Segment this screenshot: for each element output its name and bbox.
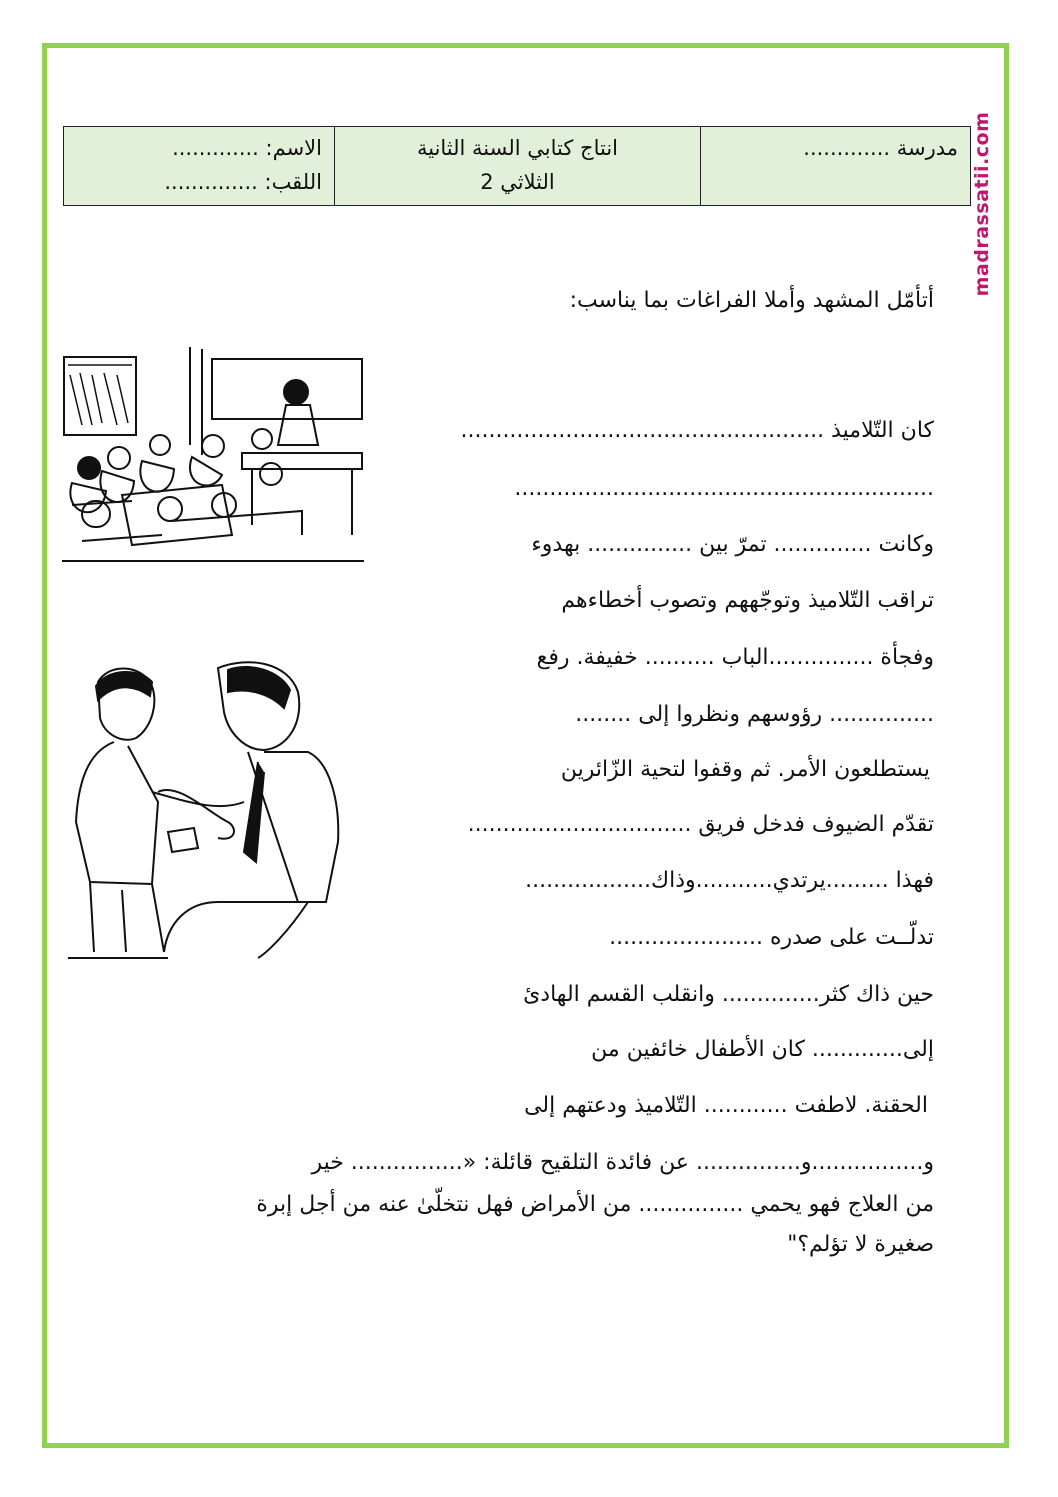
text-line: ............... رؤوسهم ونظروا إلى ........ xyxy=(575,702,934,727)
title-cell xyxy=(335,127,701,206)
school-cell xyxy=(701,127,971,206)
text-line: صغيرة لا تؤلم؟" xyxy=(787,1232,934,1257)
title-line-2: الثلاثي 2 xyxy=(480,170,555,194)
title-line-1: انتاج كتابي السنة الثانية xyxy=(416,136,619,160)
name-field: الاسم: ............. xyxy=(172,136,322,160)
text-line: و................و............... عن فائدة التلقيح قائلة: «................ خير xyxy=(311,1150,934,1175)
text-line: فهذا .........يرتدي...........وذاك.................. xyxy=(525,868,934,893)
watermark xyxy=(970,96,994,312)
text-line: يستطلعون الأمر. ثم وقفوا لتحية الزّائرين xyxy=(560,757,930,782)
text-line: من العلاج فهو يحمي ............... من الأمراض فهل نتخلّىٰ عنه من أجل إبرة xyxy=(256,1192,934,1217)
school-field: مدرسة ............. xyxy=(803,136,958,160)
text-line: كان التّلاميذ .................................................... xyxy=(460,418,934,443)
text-line: الحقنة. لاطفت ............ التّلاميذ ودعتهم إلى xyxy=(524,1093,928,1118)
instruction: أتأمّل المشهد وأملا الفراغات بما يناسب: xyxy=(569,288,934,313)
surname-field: اللقب: .............. xyxy=(164,170,322,194)
text-line: تقدّم الضيوف فدخل فريق ................................ xyxy=(467,812,934,837)
text-line: وكانت .............. تمرّ بين ............... بهدوء xyxy=(531,532,934,557)
text-line: حين ذاك كثر.............. وانقلب القسم الهادئ xyxy=(523,982,934,1007)
text-line: وفجأة ...............الباب .......... خفيفة. رفع xyxy=(536,645,934,670)
student-cell xyxy=(64,127,335,206)
watermark-text: madrassatii.com xyxy=(971,111,993,297)
text-line: ............................................................ xyxy=(514,476,934,501)
text-line: تراقب التّلاميذ وتوجّههم وتصوب أخطاءهم xyxy=(561,588,934,613)
classroom-illustration xyxy=(62,345,364,563)
header-table xyxy=(63,126,971,206)
text-line: تدلّــت على صدره ...................... xyxy=(609,925,934,950)
doctor-illustration xyxy=(68,652,350,960)
text-line: إلى............. كان الأطفال خائفين من xyxy=(591,1037,934,1062)
